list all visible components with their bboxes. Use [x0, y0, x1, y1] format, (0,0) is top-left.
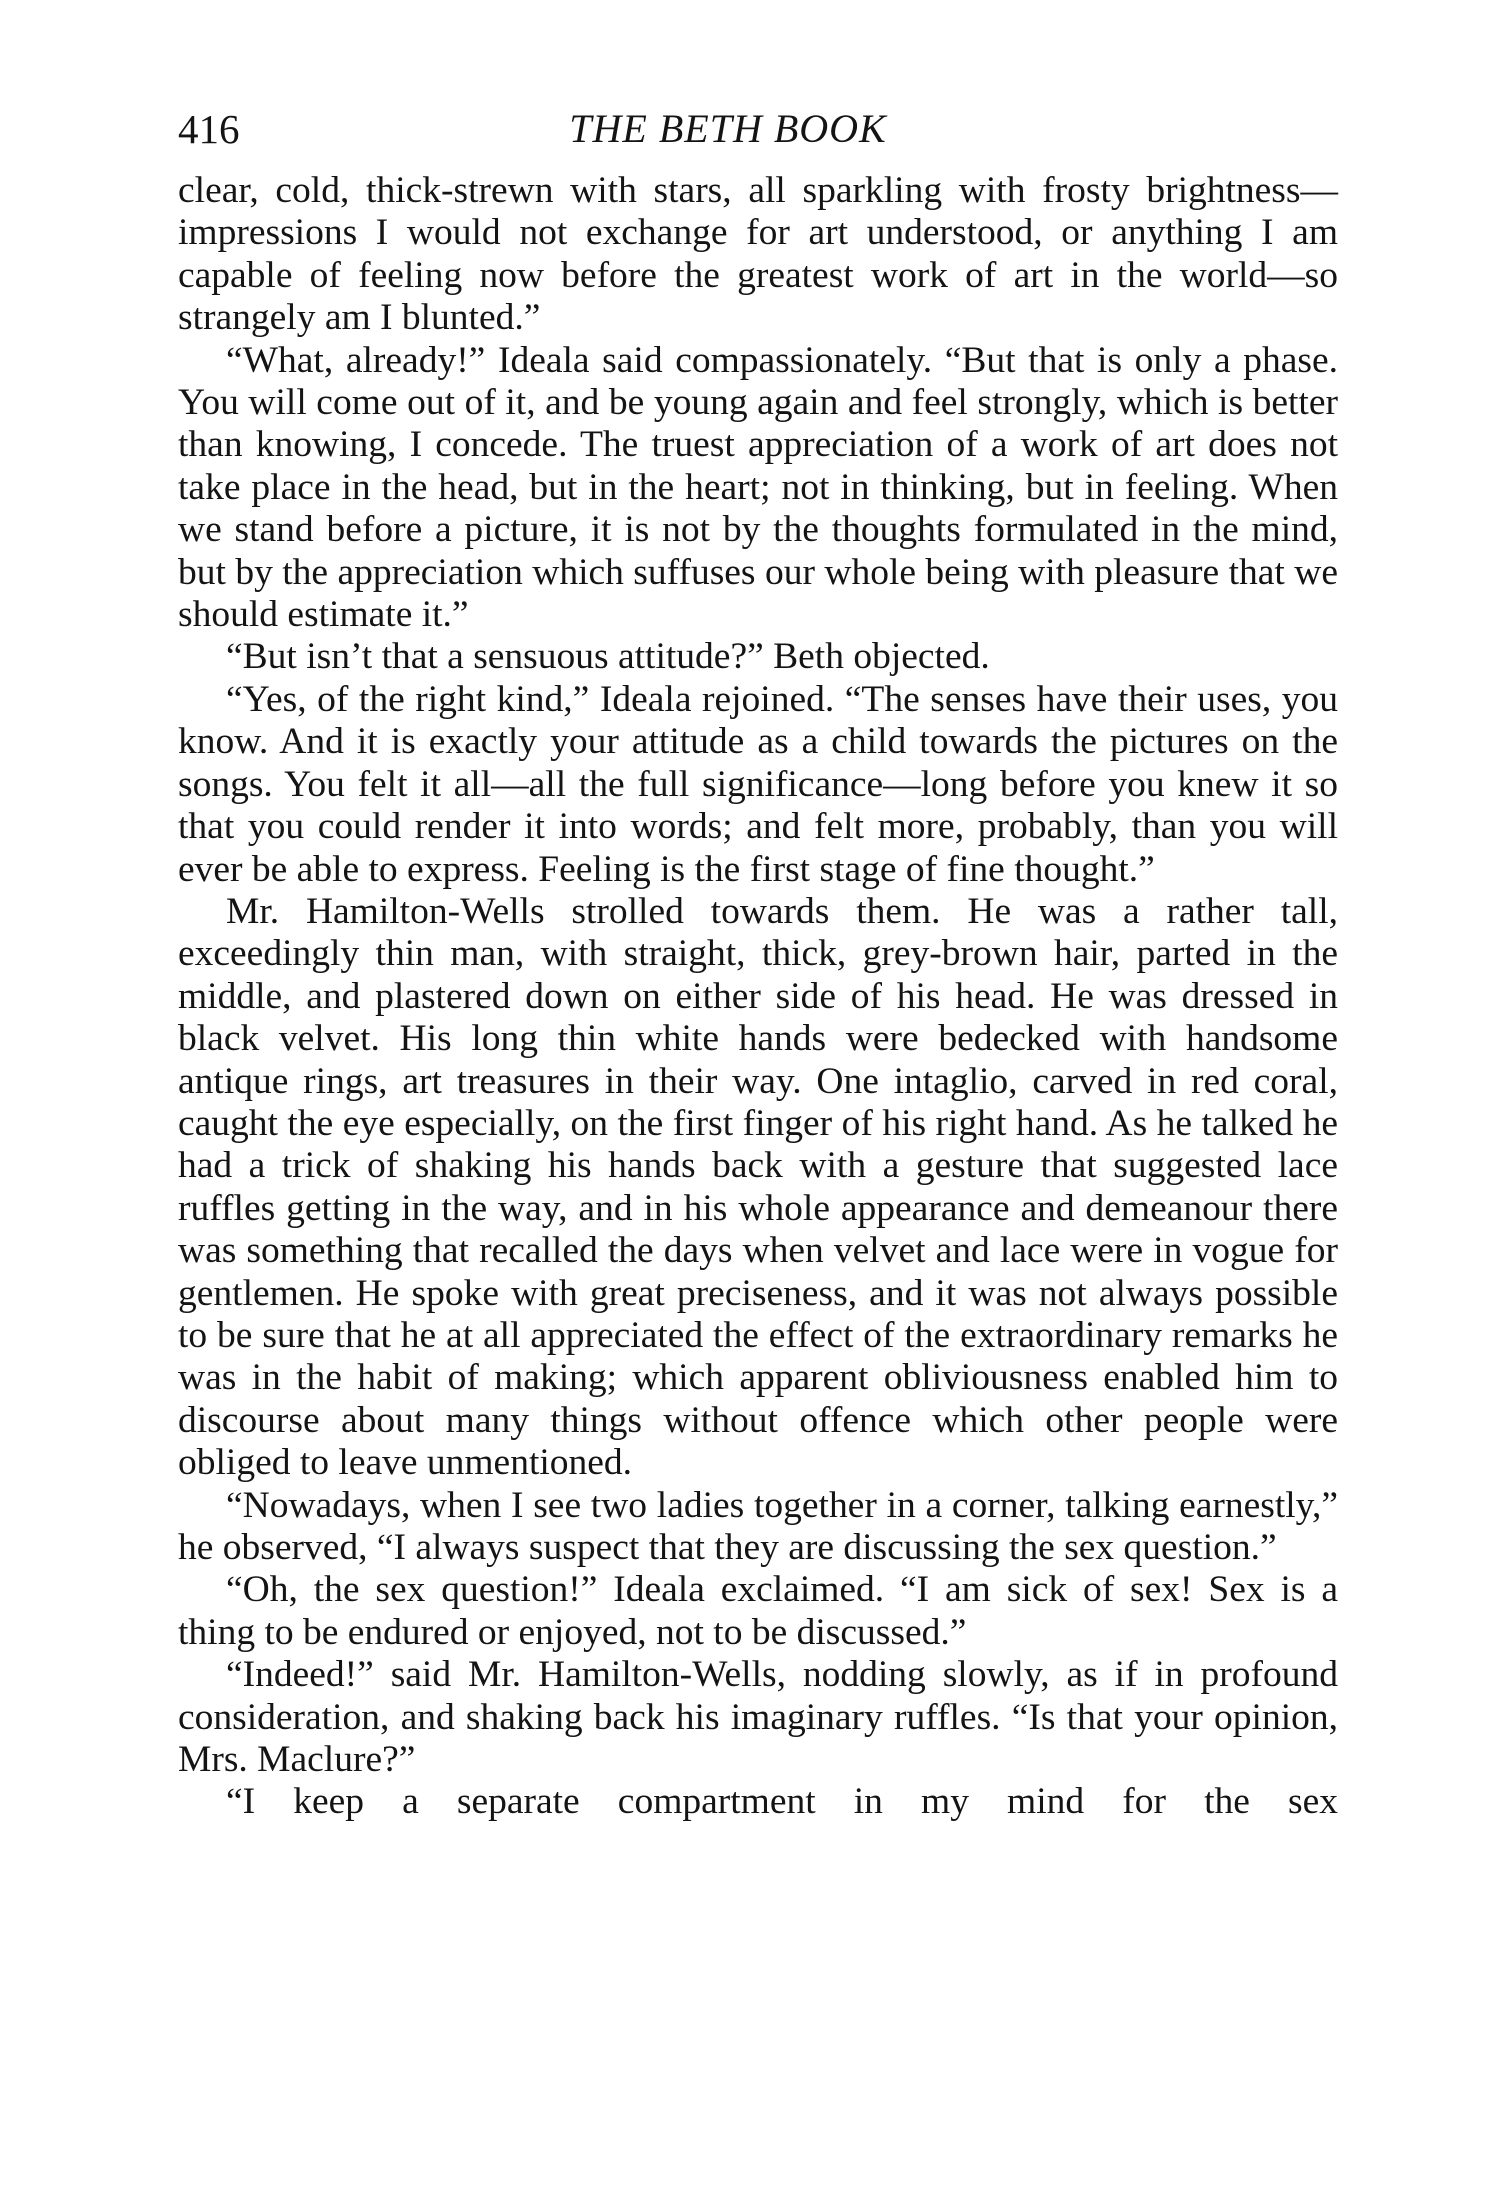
book-page	[178, 100, 1338, 1824]
paragraph: “What, already!” Ideala said compassionately. “But that is only a phase. You will come out of it, and be young again and feel strongly, which is better than knowing, I concede. The truest appreciation of a work of art does not take place in the head, but in the heart; not in thinking, but in feeling. When we stand before a picture, it is not by the thoughts formulated in the mind, but by the appreciation which suffuses our whole being with pleasure that we should estimate it.”	[178, 339, 1338, 636]
paragraph: “Indeed!” said Mr. Hamilton-Wells, nodding slowly, as if in profound consideration, and shaking back his imaginary ruffles. “Is that your opinion, Mrs. Maclure?”	[178, 1654, 1338, 1781]
paragraph-continuation: clear, cold, thick-strewn with stars, all sparkling with frosty brightness—impressions I would not exchange for art understood, or anything I am capable of feeling now before the greatest work of art in the world—so strangely am I blunted.”	[178, 170, 1338, 339]
paragraph: “Nowadays, when I see two ladies together in a corner, talking earnestly,” he observed, “I always suspect that they are discussing the sex question.”	[178, 1484, 1338, 1568]
body-text	[178, 170, 1338, 1824]
running-title: THE BETH BOOK	[569, 106, 887, 151]
running-head	[178, 100, 1338, 158]
paragraph-continues: “I keep a separate compartment in my mind for the sex	[226, 1781, 1338, 1823]
paragraph: Mr. Hamilton-Wells strolled towards them. He was a rather tall, exceedingly thin man, with straight, thick, grey-brown hair, parted in the middle, and plastered down on either side of his head. He was dressed in black velvet. His long thin white hands were bedecked with handsome antique rings, art treasures in their way. One intaglio, carved in red coral, caught the eye especially, on the first finger of his right hand. As he talked he had a trick of shaking his hands back with a gesture that suggested lace ruffles getting in the way, and in his whole appearance and demeanour there was something that recalled the days when velvet and lace were in vogue for gentlemen. He spoke with great preciseness, and it was not always possible to be sure that he at all appreciated the effect of the extraordinary remarks he was in the habit of making; which apparent obliviousness enabled him to discourse about many things without offence which other people were obliged to leave unmentioned.	[178, 890, 1338, 1484]
page-number: 416	[178, 106, 240, 152]
paragraph: “Oh, the sex question!” Ideala exclaimed. “I am sick of sex! Sex is a thing to be endured or enjoyed, not to be discussed.”	[178, 1569, 1338, 1653]
paragraph: “Yes, of the right kind,” Ideala rejoined. “The senses have their uses, you know. And it is exactly your attitude as a child towards the pictures on the songs. You felt it all—all the full significance—long before you knew it so that you could render it into words; and felt more, probably, than you will ever be able to express. Feeling is the first stage of fine thought.”	[178, 678, 1338, 890]
paragraph: “But isn’t that a sensuous attitude?” Beth objected.	[226, 636, 990, 678]
